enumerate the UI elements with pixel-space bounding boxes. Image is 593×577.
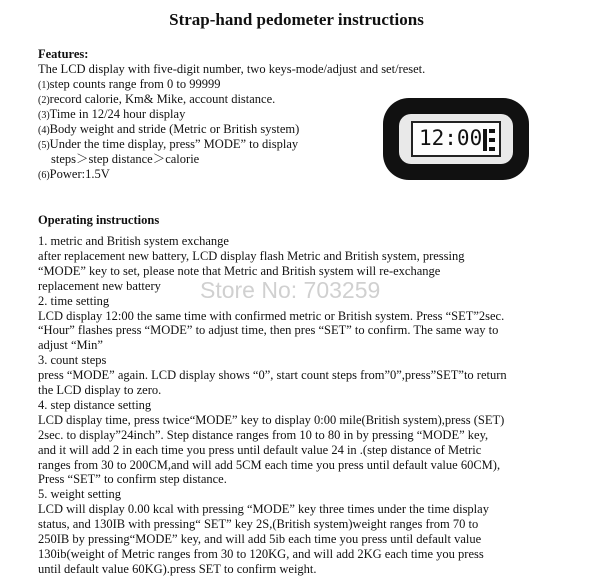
feature-item	[51, 152, 199, 166]
instruction-line: LCD display time, press twice“MODE” key to display 0:00 mile(British system),press (SET)	[38, 413, 505, 427]
feature-item	[38, 92, 275, 108]
lcd-screen	[411, 121, 501, 157]
instruction-line: 130ib(weight of Metric ranges from 30 to 120KG, and will add 2KG each time you press	[38, 547, 484, 561]
instruction-line: until default value 60KG).press SET to confirm weight.	[38, 562, 317, 576]
instruction-line: replacement new battery	[38, 279, 161, 293]
feature-number: (4)	[38, 125, 50, 136]
instruction-line: 2sec. to display”24inch”. Step distance ranges from 10 to 80 in by pressing “MODE” key,	[38, 428, 489, 442]
page-title: Strap-hand pedometer instructions	[169, 10, 424, 29]
feature-number: (5)	[38, 140, 50, 151]
instruction-line: press “MODE” again. LCD display shows “0”, start count steps from”0”,press”SET”to return	[38, 368, 507, 382]
instruction-line: status, and 130IB with pressing“ SET” key 2S,(British system)weight ranges from 70 to	[38, 517, 479, 531]
feature-item	[38, 137, 298, 153]
device-bezel	[399, 114, 513, 164]
feature-text: Under the time display, press” MODE” to display	[49, 137, 299, 151]
feature-item	[38, 167, 110, 183]
features-heading: Features:	[38, 47, 89, 61]
instruction-line: 1. metric and British system exchange	[38, 234, 229, 248]
instruction-line: 5. weight setting	[38, 487, 121, 501]
instruction-line: 3. count steps	[38, 353, 107, 367]
instruction-line: LCD will display 0.00 kcal with pressing “MODE” key three times under the time display	[38, 502, 489, 516]
feature-number: (6)	[38, 170, 50, 181]
instruction-line: “Hour” flashes press “MODE” to adjust time, then pres “SET” to confirm. The same way to	[38, 323, 499, 337]
feature-number: (2)	[38, 95, 50, 106]
store-watermark: Store No: 703259	[200, 277, 381, 303]
instruction-line: 250IB by pressing“MODE” key, and will add 5ib each time you press until default value	[38, 532, 482, 546]
instruction-line: adjust “Min”	[38, 338, 103, 352]
feature-item	[38, 122, 299, 138]
feature-text: record calorie, Km& Mike, account distance.	[49, 92, 276, 106]
instruction-line: after replacement new battery, LCD display flash Metric and British system, pressing	[38, 249, 465, 263]
pedometer-device-illustration	[383, 98, 529, 180]
lcd-time: 12:00	[419, 126, 483, 150]
features-intro: The LCD display with five-digit number, two keys-mode/adjust and set/reset.	[38, 62, 426, 76]
feature-text: steps＞step distance＞calorie	[51, 152, 200, 166]
feature-number: (3)	[38, 110, 50, 121]
instruction-line: and it will add 2 in each time you press until default value 24 in .(step distance of Metric	[38, 443, 482, 457]
instruction-line: 4. step distance setting	[38, 398, 152, 412]
lcd-mode-indicator-icon	[483, 129, 497, 151]
instruction-line: the LCD display to zero.	[38, 383, 162, 397]
feature-item	[38, 107, 185, 123]
instruction-line: 2. time setting	[38, 294, 110, 308]
instruction-line: Press “SET” to confirm step distance.	[38, 472, 227, 486]
instruction-line: “MODE” key to set, please note that Metric and British system will re-exchange	[38, 264, 441, 278]
instruction-line: LCD display 12:00 the same time with confirmed metric or British system. Press “SET”2sec.	[38, 309, 505, 323]
feature-item	[38, 77, 220, 93]
feature-text: Time in 12/24 hour display	[49, 107, 186, 121]
instruction-line: ranges from 30 to 200CM,and will add 5CM each time you press until default value 60CM),	[38, 458, 501, 472]
operating-heading: Operating instructions	[38, 213, 160, 227]
feature-text: Power:1.5V	[49, 167, 110, 181]
feature-text: step counts range from 0 to 99999	[49, 77, 221, 91]
feature-text: Body weight and stride (Metric or British system)	[49, 122, 300, 136]
feature-number: (1)	[38, 80, 50, 91]
